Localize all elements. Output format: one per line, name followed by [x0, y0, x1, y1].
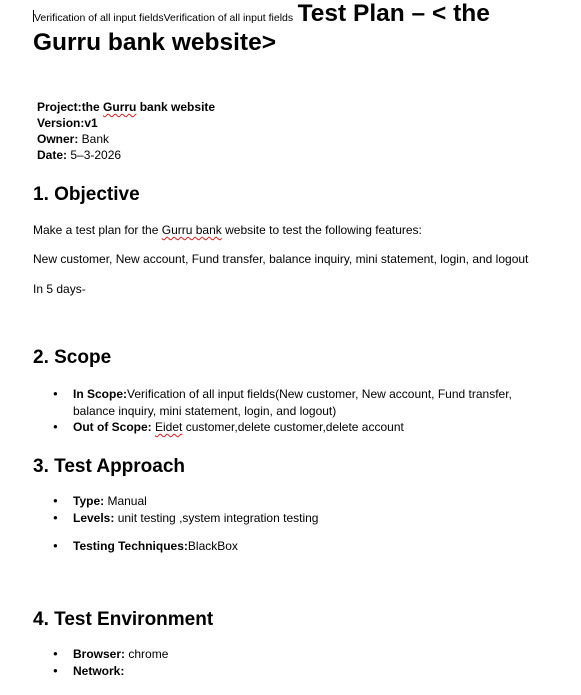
- meta-project: [37, 99, 215, 115]
- owner-label: Owner:: [37, 132, 79, 146]
- techniques-label: Testing Techniques:: [73, 539, 188, 553]
- in-scope-label: In Scope:: [73, 387, 128, 401]
- environment-list: [53, 646, 168, 679]
- document-title-part-2: Gurru bank website>: [33, 29, 277, 56]
- objective-heading: 1. Objective: [33, 184, 140, 205]
- project-value-b: Gurru: [103, 100, 137, 114]
- out-of-scope-value-c: customer,delete customer,delete account: [182, 420, 404, 434]
- in-scope-value-line-1: Verification of all input fields(New customer, New account, Fund transfer,: [127, 387, 512, 401]
- version-label: Version:: [37, 116, 85, 130]
- out-of-scope-label: Out of Scope:: [73, 420, 152, 434]
- levels-label: Levels:: [73, 510, 115, 525]
- project-label: Project:: [37, 100, 82, 114]
- approach-heading: 3. Test Approach: [33, 456, 186, 477]
- project-value-a: the: [81, 100, 104, 114]
- meta-owner: [37, 131, 109, 147]
- title-line-1: [33, 0, 490, 28]
- type-label: Type:: [73, 494, 105, 508]
- version-value: v1: [84, 116, 98, 130]
- list-item: [53, 538, 318, 555]
- techniques-value: BlackBox: [187, 539, 238, 553]
- scope-list: [53, 386, 512, 436]
- list-item: [53, 663, 168, 680]
- browser-label: Browser:: [73, 647, 126, 661]
- in-scope-value-line-2: balance inquiry, mini statement, login, and logout): [73, 403, 337, 418]
- objective-paragraph-3: In 5 days-: [33, 282, 86, 296]
- list-item: [53, 419, 512, 436]
- list-item: [53, 646, 168, 663]
- owner-value: Bank: [78, 132, 110, 146]
- list-item: [53, 386, 512, 419]
- date-value: 5–3-2026: [67, 148, 122, 162]
- list-item: [53, 510, 318, 527]
- approach-list: [53, 493, 318, 555]
- objective-text-b: Gurru bank: [161, 223, 222, 237]
- project-value-c: bank website: [136, 100, 216, 114]
- browser-value: chrome: [125, 647, 169, 661]
- out-of-scope-value-b: Eidet: [155, 420, 183, 434]
- meta-version: [37, 115, 98, 131]
- environment-heading: 4. Test Environment: [33, 609, 214, 630]
- objective-text-c: website to test the following features:: [221, 223, 422, 237]
- list-item: [53, 493, 318, 510]
- levels-value: unit testing ,system integration testing: [114, 510, 319, 525]
- type-value: Manual: [104, 494, 147, 508]
- document-title-part-1: Test Plan – < the: [297, 0, 490, 27]
- objective-paragraph-1: [33, 223, 422, 237]
- objective-paragraph-2: New customer, New account, Fund transfer, balance inquiry, mini statement, login, and logout: [33, 252, 529, 266]
- title-prefix-text: Verification of all input fieldsVerification of all input fields: [34, 12, 294, 24]
- scope-heading: 2. Scope: [33, 347, 112, 368]
- meta-date: [37, 147, 121, 163]
- network-label: Network:: [73, 663, 125, 678]
- date-label: Date:: [37, 148, 68, 162]
- objective-text-a: Make a test plan for the: [33, 223, 162, 237]
